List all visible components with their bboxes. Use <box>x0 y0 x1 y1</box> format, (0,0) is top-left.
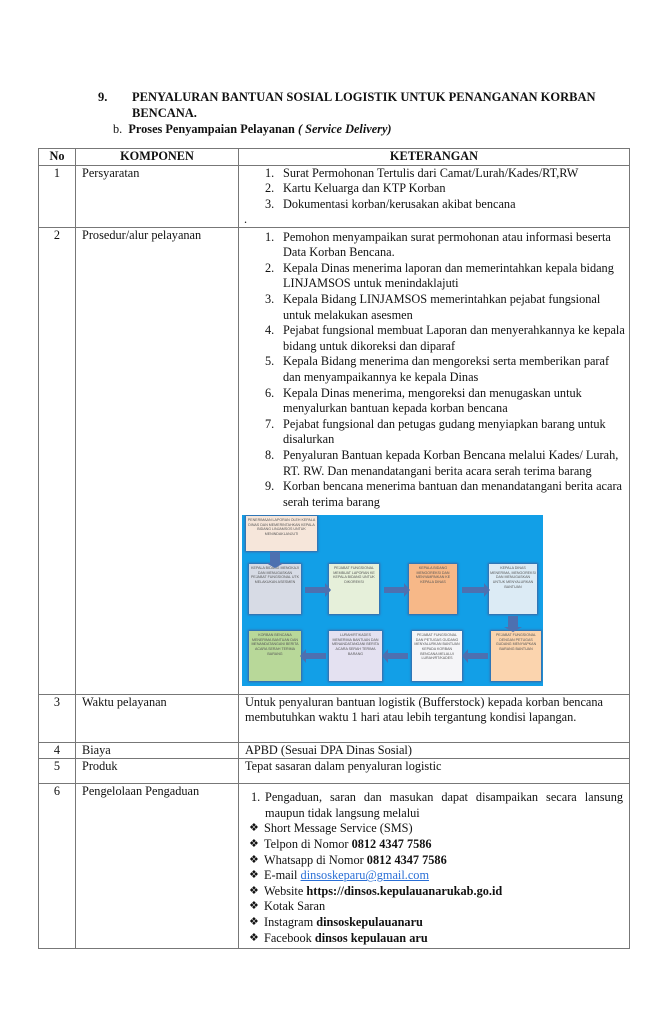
flow-arrow-icon <box>388 653 408 659</box>
flowchart-step: PEJABAT FUNGSIONAL DENGAN PETUGAS GUDANG MENYIAPKAN BARANG BANTUAN <box>491 631 541 681</box>
flowchart-step: PEJABAT FUNGSIONAL MEMBUAT LAPORAN KE KEPALA BIDANG UNTUK DIKOREKSI <box>329 564 379 614</box>
flowchart-step: PEJABAT FUNGSIONAL DAN PETUGAS GUDANG MENYALURKAN BANTUAN KEPADA KORBAN BENCANA MELALUI LURAH/RT/KADES <box>412 631 462 681</box>
flow-arrow-icon <box>306 653 326 659</box>
flow-arrow-icon <box>462 587 484 593</box>
table-row: 6 Pengelolaan Pengaduan 1. Pengaduan, saran dan masukan dapat disampaikan secara lansung maupun tidak langsung melalui ❖ Short Message Service (SMS) ❖ Telpon di Nomor 0812 4347 7586 ❖ Whatsapp di Nomor 0812 4347 7586 ❖ E-mail dinsoskeparu@gmail.com ❖ Website https://dinsos.kepulauanarukab.go.id ❖ Kotak Saran ❖ Instagram dinsoskepulauanaru ❖ Facebook dinsos kepulauan aru <box>39 784 630 949</box>
table-header: No KOMPONEN KETERANGAN <box>39 149 630 166</box>
diamond-bullet-icon: ❖ <box>249 837 259 850</box>
diamond-bullet-icon: ❖ <box>249 900 259 913</box>
list-item: 8. Penyaluran Bantuan kepada Korban Bencana melalui Kades/ Lurah, RT. RW. Dan menandatangani berita acara serah terima barang <box>265 447 619 478</box>
keterangan-cell <box>239 784 630 949</box>
flow-arrow-icon <box>384 587 404 593</box>
contact-channel: ❖ E-mail dinsoskeparu@gmail.com <box>249 868 430 883</box>
flowchart-step: LURAH/RT/KADES MENERIMA BANTUAN DAN MENANDATANGANI BERITA ACARA SERAH TERIMA BARANG <box>329 631 382 681</box>
list-item: 3. Kepala Bidang LINJAMSOS memerintahkan pejabat fungsional untuk melakukan asesmen <box>265 291 601 322</box>
contact-channel: ❖ Website https://dinsos.kepulauanarukab.go.id <box>249 883 503 898</box>
list-item: 3. Dokumentasi korban/kerusakan akibat bencana <box>265 196 516 211</box>
list-item: 1. Pemohon menyampaikan surat permohonan atau informasi beserta Data Korban Bencana. <box>265 229 611 260</box>
keterangan-cell <box>239 227 630 694</box>
diamond-bullet-icon: ❖ <box>249 931 259 944</box>
contact-channel: ❖ Whatsapp di Nomor 0812 4347 7586 <box>249 852 447 867</box>
flow-arrow-icon <box>508 616 518 627</box>
flow-arrow-icon <box>270 552 280 563</box>
flowchart-step: KEPALA BIDANG MENGKAJI DAN MENUGASKAN PEJABAT FUNGSIONAL UTK MELAKUKAN ASESMEN <box>249 564 301 614</box>
list-item: 2. Kepala Dinas menerima laporan dan memerintahkan kepala bidang LINJAMSOS untuk menindaklajuti <box>265 260 614 291</box>
list-item: 2. Kartu Keluarga dan KTP Korban <box>265 181 446 196</box>
flow-arrow-icon <box>305 587 325 593</box>
contact-channel: ❖ Kotak Saran <box>249 899 326 914</box>
flowchart-step: KORBAN BENCANA MENERIMA BANTUAN DAN MENANDATANGANI BERITA ACARA SERAH TERIMA BARANG <box>249 631 301 681</box>
list-item: 6. Kepala Dinas menerima, mengoreksi dan menugaskan untuk menyalurkan bantuan kepada korban bencana <box>265 385 582 416</box>
contact-channel: ❖ Short Message Service (SMS) <box>249 821 413 836</box>
flowchart-step: KEPALA DINAS MENERIMA, MENGOREKSI DAN MENUGASKAN UNTUK MENYALURKAN BANTUAN <box>489 564 537 614</box>
list-item: 9. Korban bencana menerima bantuan dan menandatangani berita acara serah terima barang <box>265 479 623 509</box>
diamond-bullet-icon: ❖ <box>249 853 259 866</box>
keterangan-cell: 1. Surat Permohonan Tertulis dari Camat/Lurah/Kades/RT,RW 2. Kartu Keluarga dan KTP Korban 3. Dokumentasi korban/kerusakan akibat bencana . <box>239 165 630 227</box>
list-item: 1. Pengaduan, saran dan masukan dapat disampaikan secara lansung maupun tidak langsung melalui <box>251 790 623 820</box>
service-delivery-table <box>38 148 630 949</box>
list-item: 5. Kepala Bidang menerima dan mengoreksi serta memberikan paraf dan menyampaikannya ke kepala Dinas <box>265 354 610 384</box>
table-row: 2 Prosedur/alur pelayanan 1. Pemohon menyampaikan surat permohonan atau informasi beserta Data Korban Bencana. 2. Kepala Dinas menerima laporan dan memerintahkan kepala bidang LINJAMSOS untuk menindaklajuti 3. Kepala Bidang LINJAMSOS memerintahkan pejabat fungsional untuk melakukan asesmen 4. Pejabat fungsional membuat Laporan dan menyerahkannya ke kepala bidang untuk dikoreksi dan diparaf 5. Kepala Bidang menerima dan mengoreksi serta memberikan paraf dan menyampaikannya ke kepala Dinas 6. Kepala Dinas menerima, mengoreksi dan menugaskan untuk menyalurkan bantuan kepada korban bencana 7. Pejabat fungsional dan petugas gudang menyiapkan barang untuk disalurkan 8. Penyaluran Bantuan kepada Korban Bencana melalui Kades/ Lurah, RT. RW. Dan menandatangani berita acara serah terima barang 9. Korban bencana menerima bantuan dan menandatangani berita acara serah terima barang PENERIMAAN LAPORAN OLEH KEPALA DINAS DAN MEMERINTAHKAN KEPALA BIDANG LINJAMSOS UNTUK MENINDAKLANJUTI KEPALA BIDANG MENGKAJI DAN MENUGASKAN PEJABAT FUNGSIONAL UTK MELAKUKAN ASESMEN PEJABAT FUNGSIONAL MEMBUAT LAPORAN KE KEPALA BIDANG UNTUK DIKOREKSI KEPALA BIDANG MENGOREKSI DAN MENYAMPAIKAN KE KEPALA DINAS KEPALA DINAS MENERIMA, MENGOREKSI DAN MENUGASKAN UNTUK MENYALURKAN BANTUAN PEJABAT FUNGSIONAL DENGAN PETUGAS GUDANG MENYIAPKAN BARANG BANTUAN PEJABAT FUNGSIONAL DAN PETUGAS GUDANG MENYALURKAN BANTUAN KEPADA KORBAN BENCANA MELALUI LURAH/RT/KADES LURAH/RT/KADES MENERIMA BANTUAN DAN MENANDATANGANI BERITA ACARA SERAH TERIMA BARANG KORBAN BENCANA MENERIMA BANTUAN DAN MENANDATANGANI BERITA ACARA SERAH TERIMA BARANG <box>39 227 630 694</box>
subsection-heading: b. Proses Penyampaian Pelayanan ( Service Delivery) <box>113 122 392 136</box>
flow-arrow-icon <box>468 653 488 659</box>
table-row: 5 Produk Tepat sasaran dalam penyaluran logistic <box>39 759 630 784</box>
table-row: 3 Waktu pelayanan Untuk penyaluran bantuan logistik (Bufferstock) kepada korban bencana membutuhkan waktu 1 hari atau lebih tergantung kondisi lapangan. <box>39 694 630 742</box>
diamond-bullet-icon: ❖ <box>249 884 259 897</box>
contact-channel: ❖ Facebook dinsos kepulauan aru <box>249 930 428 945</box>
flowchart-image <box>242 515 543 686</box>
table-row: 1 Persyaratan 1. Surat Permohonan Tertulis dari Camat/Lurah/Kades/RT,RW 2. Kartu Keluarga dan KTP Korban 3. Dokumentasi korban/kerusakan akibat bencana . <box>39 165 630 227</box>
diamond-bullet-icon: ❖ <box>249 869 259 882</box>
list-item: 4. Pejabat fungsional membuat Laporan dan menyerahkannya ke kepala bidang untuk dikoreksi dan diparaf <box>265 323 625 353</box>
diamond-bullet-icon: ❖ <box>249 822 259 835</box>
contact-channel: ❖ Telpon di Nomor 0812 4347 7586 <box>249 836 432 851</box>
diamond-bullet-icon: ❖ <box>249 915 259 928</box>
email-link[interactable]: dinsoskeparu@gmail.com <box>300 868 430 883</box>
flowchart-step: KEPALA BIDANG MENGOREKSI DAN MENYAMPAIKAN KE KEPALA DINAS <box>409 564 457 614</box>
flowchart-step: PENERIMAAN LAPORAN OLEH KEPALA DINAS DAN MEMERINTAHKAN KEPALA BIDANG LINJAMSOS UNTUK MENINDAKLANJUTI <box>246 516 317 551</box>
table-row: 4 Biaya APBD (Sesuai DPA Dinas Sosial) <box>39 742 630 759</box>
contact-channel: ❖ Instagram dinsoskepulauanaru <box>249 914 423 929</box>
list-item: 7. Pejabat fungsional dan petugas gudang menyiapkan barang untuk disalurkan <box>265 416 606 447</box>
list-item: 1. Surat Permohonan Tertulis dari Camat/Lurah/Kades/RT,RW <box>265 165 579 180</box>
